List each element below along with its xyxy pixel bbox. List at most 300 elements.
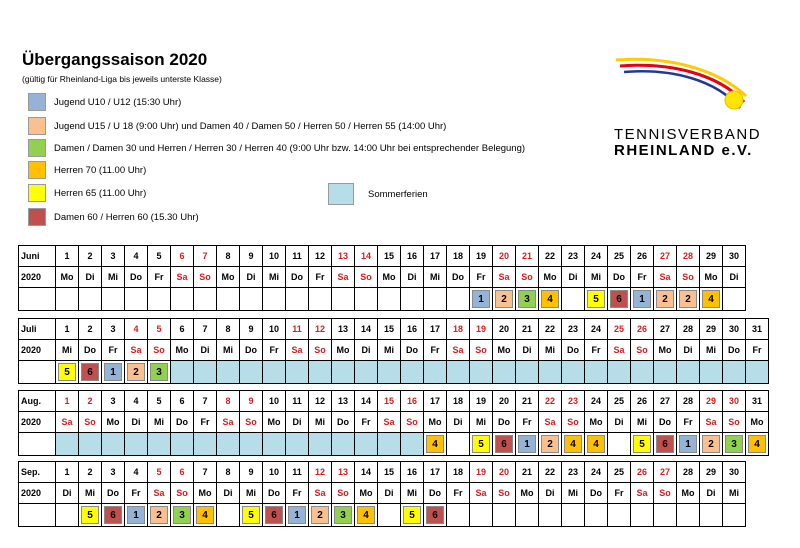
- day-number: 25: [608, 319, 631, 340]
- day-slot: [470, 361, 493, 384]
- day-number: 24: [585, 319, 608, 340]
- day-weekday: Fr: [286, 483, 309, 504]
- day-number: 16: [401, 391, 424, 412]
- day-number: 24: [585, 462, 608, 483]
- day-slot: [562, 504, 585, 527]
- match-code: 2: [495, 290, 513, 308]
- day-weekday: Fr: [263, 340, 286, 361]
- day-weekday: Di: [562, 267, 585, 288]
- day-weekday: Mo: [194, 483, 217, 504]
- day-weekday: Mi: [631, 412, 654, 433]
- legend-summer: [328, 183, 428, 205]
- day-slot: [125, 361, 148, 384]
- day-number: 13: [332, 462, 355, 483]
- day-weekday: Sa: [654, 267, 677, 288]
- day-weekday: Di: [608, 412, 631, 433]
- day-number: 21: [516, 462, 539, 483]
- day-weekday: Fr: [470, 267, 493, 288]
- day-slot: [240, 288, 263, 311]
- day-weekday: So: [562, 412, 585, 433]
- day-number: 18: [447, 246, 470, 267]
- day-weekday: Mo: [539, 267, 562, 288]
- month-name: Juni: [19, 246, 56, 267]
- day-weekday: Di: [217, 483, 240, 504]
- day-slot: [608, 361, 631, 384]
- day-number: 6: [171, 462, 194, 483]
- logo-line-2: RHEINLAND e.V.: [614, 142, 753, 159]
- day-slot: [493, 361, 516, 384]
- day-slot: [240, 433, 263, 456]
- legend-label: Damen / Damen 30 und Herren / Herren 30 / Herren 40 (9:00 Uhr bzw. 14:00 Uhr bei entsprechender Belegung): [54, 142, 526, 154]
- day-number: 11: [286, 391, 309, 412]
- day-weekday: Fr: [148, 267, 171, 288]
- day-weekday: Do: [723, 340, 746, 361]
- day-weekday: Do: [608, 267, 631, 288]
- match-code: 3: [173, 506, 191, 524]
- day-weekday: Mo: [171, 340, 194, 361]
- day-slot: [217, 433, 240, 456]
- day-weekday: Do: [332, 412, 355, 433]
- day-slot: [516, 361, 539, 384]
- day-number: 19: [470, 462, 493, 483]
- month-name: Sep.: [19, 462, 56, 483]
- day-slot: [332, 361, 355, 384]
- day-number: 28: [677, 391, 700, 412]
- day-weekday: Do: [79, 340, 102, 361]
- match-code: 6: [104, 506, 122, 524]
- day-weekday: Di: [378, 483, 401, 504]
- day-weekday: Di: [194, 340, 217, 361]
- day-number: 1: [56, 462, 79, 483]
- day-weekday: Mo: [493, 340, 516, 361]
- calendar-aug: [18, 390, 769, 456]
- day-slot: [539, 361, 562, 384]
- day-slot: [746, 361, 769, 384]
- day-number: 2: [79, 246, 102, 267]
- day-number: 20: [493, 391, 516, 412]
- day-slot: [677, 361, 700, 384]
- day-slot: [447, 504, 470, 527]
- day-number: 26: [631, 246, 654, 267]
- day-slot: [217, 361, 240, 384]
- month-year: 2020: [19, 483, 56, 504]
- day-slot: [378, 361, 401, 384]
- day-weekday: Mo: [263, 412, 286, 433]
- day-number: 8: [217, 391, 240, 412]
- day-number: 3: [102, 246, 125, 267]
- day-slot: [654, 504, 677, 527]
- day-number: 3: [102, 391, 125, 412]
- day-slot: [723, 288, 746, 311]
- day-weekday: Mi: [424, 267, 447, 288]
- day-number: 9: [240, 462, 263, 483]
- day-number: 15: [378, 319, 401, 340]
- day-number: 14: [355, 462, 378, 483]
- logo: [606, 48, 776, 158]
- day-weekday: So: [654, 483, 677, 504]
- day-number: 1: [56, 319, 79, 340]
- day-weekday: Mi: [79, 483, 102, 504]
- day-slot: [700, 433, 723, 456]
- day-slot: [585, 361, 608, 384]
- day-slot: [585, 288, 608, 311]
- day-number: 28: [677, 246, 700, 267]
- day-weekday: Do: [401, 340, 424, 361]
- day-number: 25: [608, 462, 631, 483]
- day-number: 1: [56, 246, 79, 267]
- match-code: 1: [472, 290, 490, 308]
- day-number: 8: [217, 462, 240, 483]
- day-number: 20: [493, 319, 516, 340]
- day-number: 10: [263, 462, 286, 483]
- day-weekday: Mi: [240, 483, 263, 504]
- calendar-juli: [18, 318, 769, 384]
- match-code: 6: [81, 363, 99, 381]
- day-weekday: Do: [286, 267, 309, 288]
- day-slot: [539, 288, 562, 311]
- logo-line-1: TENNISVERBAND: [614, 126, 762, 143]
- day-slot: [332, 288, 355, 311]
- day-number: 24: [585, 391, 608, 412]
- month-year: 2020: [19, 267, 56, 288]
- day-number: 16: [401, 462, 424, 483]
- day-number: 8: [217, 246, 240, 267]
- day-slot: [562, 288, 585, 311]
- day-number: 9: [240, 391, 263, 412]
- day-slot: [102, 433, 125, 456]
- day-number: 22: [539, 319, 562, 340]
- day-slot: [263, 504, 286, 527]
- day-weekday: Fr: [424, 340, 447, 361]
- match-code: 4: [587, 435, 605, 453]
- day-weekday: Di: [401, 267, 424, 288]
- day-slot: [378, 433, 401, 456]
- day-slot: [424, 433, 447, 456]
- day-slot: [171, 504, 194, 527]
- day-slot: [263, 361, 286, 384]
- day-weekday: Di: [240, 267, 263, 288]
- day-weekday: Do: [125, 267, 148, 288]
- day-weekday: Mi: [148, 412, 171, 433]
- day-slot: [654, 361, 677, 384]
- day-number: 14: [355, 319, 378, 340]
- day-slot: [263, 288, 286, 311]
- day-weekday: Sa: [171, 267, 194, 288]
- day-weekday: Mo: [585, 412, 608, 433]
- match-code: 5: [587, 290, 605, 308]
- day-weekday: Mo: [424, 412, 447, 433]
- day-weekday: Do: [263, 483, 286, 504]
- match-code: 3: [150, 363, 168, 381]
- day-number: 25: [608, 246, 631, 267]
- day-number: 14: [355, 391, 378, 412]
- day-slot: [148, 288, 171, 311]
- day-slot: [148, 361, 171, 384]
- day-number: 22: [539, 246, 562, 267]
- match-code: 3: [334, 506, 352, 524]
- day-number: 7: [194, 246, 217, 267]
- day-slot: [171, 361, 194, 384]
- day-number: 12: [309, 246, 332, 267]
- day-weekday: Mi: [217, 340, 240, 361]
- day-slot: [240, 361, 263, 384]
- day-slot: [608, 504, 631, 527]
- day-number: 27: [654, 462, 677, 483]
- day-number: 18: [447, 319, 470, 340]
- day-number: 27: [654, 319, 677, 340]
- day-weekday: Di: [355, 340, 378, 361]
- day-weekday: Do: [585, 483, 608, 504]
- day-number: 26: [631, 462, 654, 483]
- day-weekday: Mi: [102, 267, 125, 288]
- day-number: 9: [240, 319, 263, 340]
- day-number: 12: [309, 462, 332, 483]
- match-code: 6: [495, 435, 513, 453]
- day-slot: [447, 361, 470, 384]
- day-slot: [79, 288, 102, 311]
- day-slot: [286, 504, 309, 527]
- day-number: 5: [148, 391, 171, 412]
- day-number: 17: [424, 319, 447, 340]
- legend-swatch: [28, 208, 46, 226]
- day-number: 13: [332, 319, 355, 340]
- day-slot: [631, 361, 654, 384]
- day-weekday: Mo: [56, 267, 79, 288]
- match-code: 5: [403, 506, 421, 524]
- day-slot: [562, 361, 585, 384]
- calendar-juni: [18, 245, 746, 311]
- day-weekday: Do: [654, 412, 677, 433]
- day-number: 7: [194, 391, 217, 412]
- day-slot: [171, 288, 194, 311]
- day-weekday: Fr: [447, 483, 470, 504]
- day-weekday: Fr: [355, 412, 378, 433]
- match-code: 5: [472, 435, 490, 453]
- day-slot: [102, 504, 125, 527]
- day-number: 21: [516, 391, 539, 412]
- day-slot: [493, 504, 516, 527]
- match-code: 4: [748, 435, 766, 453]
- match-code: 1: [679, 435, 697, 453]
- day-slot: [378, 288, 401, 311]
- day-weekday: Di: [56, 483, 79, 504]
- day-weekday: Sa: [125, 340, 148, 361]
- day-weekday: Mo: [378, 267, 401, 288]
- day-number: 6: [171, 319, 194, 340]
- day-number: 2: [79, 462, 102, 483]
- day-weekday: So: [355, 267, 378, 288]
- day-weekday: Di: [79, 267, 102, 288]
- month-year: 2020: [19, 412, 56, 433]
- day-number: 30: [723, 246, 746, 267]
- day-slot: [585, 504, 608, 527]
- day-weekday: Sa: [470, 483, 493, 504]
- day-slot: [401, 288, 424, 311]
- day-slot: [79, 361, 102, 384]
- day-slot: [401, 433, 424, 456]
- day-weekday: Sa: [700, 412, 723, 433]
- day-number: 5: [148, 319, 171, 340]
- day-slot: [194, 361, 217, 384]
- day-weekday: Sa: [608, 340, 631, 361]
- day-slot: [332, 504, 355, 527]
- day-weekday: Sa: [493, 267, 516, 288]
- legend-item: [28, 93, 181, 111]
- day-number: 31: [746, 391, 769, 412]
- day-number: 1: [56, 391, 79, 412]
- day-number: 25: [608, 391, 631, 412]
- match-code: 3: [725, 435, 743, 453]
- day-slot: [700, 504, 723, 527]
- day-number: 17: [424, 462, 447, 483]
- day-weekday: Do: [171, 412, 194, 433]
- day-number: 2: [79, 319, 102, 340]
- day-slot: [355, 361, 378, 384]
- day-slot: [516, 504, 539, 527]
- day-weekday: Sa: [286, 340, 309, 361]
- day-weekday: Di: [286, 412, 309, 433]
- day-weekday: So: [171, 483, 194, 504]
- day-weekday: Mi: [723, 483, 746, 504]
- day-weekday: Di: [447, 412, 470, 433]
- match-code: 5: [242, 506, 260, 524]
- day-slot: [723, 504, 746, 527]
- match-code: 6: [426, 506, 444, 524]
- day-number: 11: [286, 462, 309, 483]
- day-slot: [171, 433, 194, 456]
- day-weekday: Sa: [378, 412, 401, 433]
- day-number: 15: [378, 462, 401, 483]
- month-blank: [19, 433, 56, 456]
- day-weekday: Sa: [631, 483, 654, 504]
- day-slot: [539, 504, 562, 527]
- calendar-sep: [18, 461, 746, 527]
- day-slot: [194, 433, 217, 456]
- day-slot: [401, 504, 424, 527]
- legend-swatch: [28, 139, 46, 157]
- month-blank: [19, 361, 56, 384]
- day-weekday: So: [79, 412, 102, 433]
- legend-swatch: [28, 161, 46, 179]
- match-code: 5: [633, 435, 651, 453]
- day-number: 15: [378, 246, 401, 267]
- day-slot: [654, 433, 677, 456]
- legend-swatch: [28, 184, 46, 202]
- day-number: 19: [470, 319, 493, 340]
- day-slot: [401, 361, 424, 384]
- day-weekday: Mi: [378, 340, 401, 361]
- day-number: 8: [217, 319, 240, 340]
- day-weekday: Mi: [562, 483, 585, 504]
- day-weekday: So: [401, 412, 424, 433]
- day-weekday: So: [309, 340, 332, 361]
- day-weekday: Fr: [631, 267, 654, 288]
- day-number: 27: [654, 246, 677, 267]
- tennis-ball-logo-icon: [606, 48, 776, 128]
- day-number: 28: [677, 462, 700, 483]
- day-number: 4: [125, 319, 148, 340]
- day-weekday: So: [493, 483, 516, 504]
- day-number: 23: [562, 319, 585, 340]
- month-year: 2020: [19, 340, 56, 361]
- day-weekday: Do: [562, 340, 585, 361]
- match-code: 2: [127, 363, 145, 381]
- legend-item: [28, 161, 146, 179]
- day-number: 11: [286, 319, 309, 340]
- day-number: 10: [263, 246, 286, 267]
- day-number: 6: [171, 391, 194, 412]
- day-number: 22: [539, 462, 562, 483]
- match-code: 1: [518, 435, 536, 453]
- day-slot: [56, 288, 79, 311]
- match-code: 4: [357, 506, 375, 524]
- day-slot: [355, 288, 378, 311]
- legend-label: Jugend U10 / U12 (15:30 Uhr): [54, 96, 182, 108]
- legend-swatch: [28, 93, 46, 111]
- day-weekday: So: [631, 340, 654, 361]
- day-weekday: Fr: [194, 412, 217, 433]
- day-slot: [286, 361, 309, 384]
- day-slot: [608, 433, 631, 456]
- day-slot: [355, 433, 378, 456]
- month-blank: [19, 288, 56, 311]
- day-slot: [125, 288, 148, 311]
- day-number: 30: [723, 391, 746, 412]
- day-slot: [424, 504, 447, 527]
- legend-label: Jugend U15 / U 18 (9:00 Uhr) und Damen 40 / Damen 50 / Herren 50 / Herren 55 (14:00 Uhr): [54, 120, 447, 132]
- day-weekday: Fr: [677, 412, 700, 433]
- day-number: 13: [332, 246, 355, 267]
- day-number: 19: [470, 246, 493, 267]
- match-code: 5: [58, 363, 76, 381]
- day-number: 14: [355, 246, 378, 267]
- day-weekday: Do: [493, 412, 516, 433]
- day-weekday: Mo: [677, 483, 700, 504]
- day-number: 10: [263, 319, 286, 340]
- day-weekday: Fr: [608, 483, 631, 504]
- day-slot: [217, 288, 240, 311]
- day-number: 19: [470, 391, 493, 412]
- day-slot: [309, 433, 332, 456]
- day-number: 4: [125, 462, 148, 483]
- day-weekday: Di: [539, 483, 562, 504]
- day-slot: [263, 433, 286, 456]
- day-weekday: So: [677, 267, 700, 288]
- match-code: 1: [127, 506, 145, 524]
- day-weekday: Di: [700, 483, 723, 504]
- day-weekday: Mi: [56, 340, 79, 361]
- legend-summer-label: Sommerferien: [368, 188, 428, 200]
- day-slot: [746, 433, 769, 456]
- day-number: 18: [447, 462, 470, 483]
- day-weekday: Di: [677, 340, 700, 361]
- day-slot: [309, 504, 332, 527]
- match-code: 3: [518, 290, 536, 308]
- day-weekday: Di: [125, 412, 148, 433]
- day-weekday: Fr: [585, 340, 608, 361]
- day-slot: [700, 361, 723, 384]
- day-number: 20: [493, 246, 516, 267]
- day-weekday: Sa: [332, 267, 355, 288]
- match-code: 4: [702, 290, 720, 308]
- match-code: 1: [288, 506, 306, 524]
- day-weekday: So: [194, 267, 217, 288]
- day-number: 3: [102, 319, 125, 340]
- day-weekday: Mo: [700, 267, 723, 288]
- day-weekday: Fr: [516, 412, 539, 433]
- match-code: 6: [656, 435, 674, 453]
- day-weekday: Sa: [309, 483, 332, 504]
